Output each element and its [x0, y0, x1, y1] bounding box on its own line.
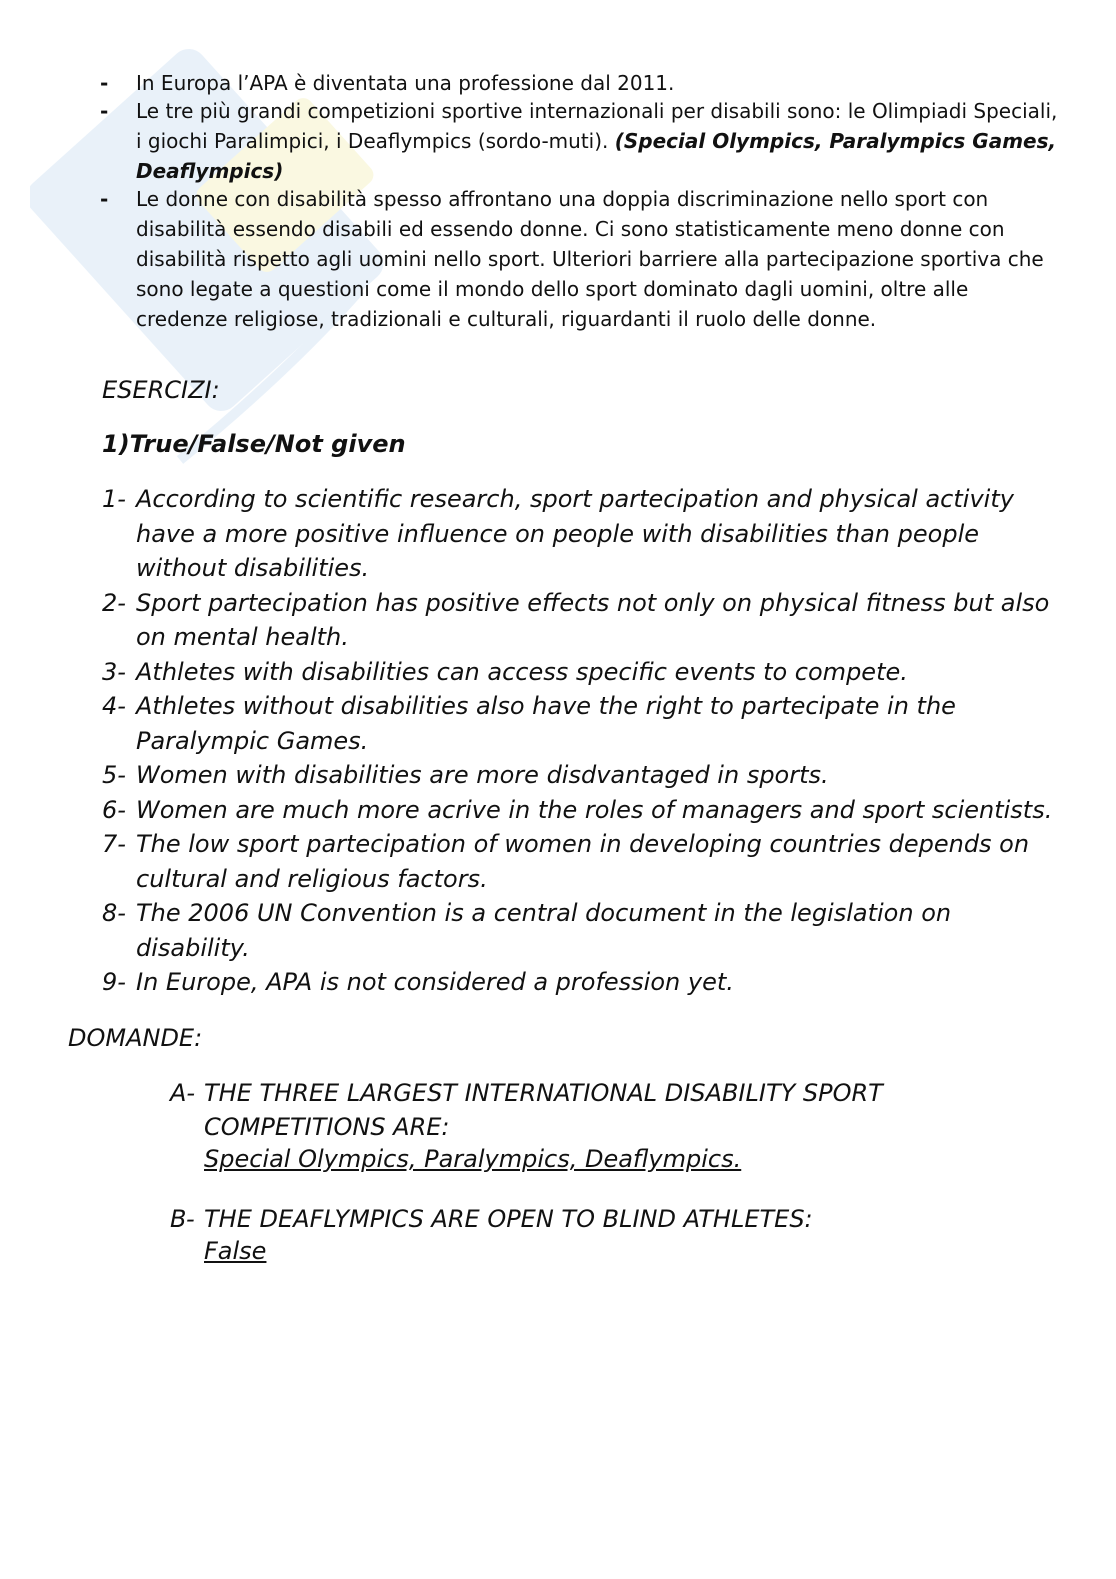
statement-text: Athletes with disabilities can access specific events to compete.	[136, 657, 908, 686]
bullet-item	[100, 96, 1060, 186]
statement-text: According to scientific research, sport partecipation and physical activity have a more positive influence on people with disabilities than people without disabilities.	[136, 485, 1014, 582]
question-item	[170, 1202, 1030, 1266]
esercizi-heading: ESERCIZI:	[102, 376, 220, 404]
bullet-item	[100, 184, 1060, 334]
question-label: B-	[170, 1205, 195, 1233]
question-item	[170, 1076, 1030, 1174]
statement-item	[102, 827, 1062, 896]
bullet-marker: -	[100, 187, 109, 211]
bullet-text: In Europa l’APA è diventata una professione dal 2011.	[136, 71, 675, 95]
question-answer: False	[204, 1237, 267, 1265]
statement-text: Women with disabilities are more disdvantaged in sports.	[136, 761, 829, 789]
bullet-list	[100, 68, 1060, 334]
statement-text: Athletes without disabilities also have the right to partecipate in the Paralympic Games.	[136, 692, 956, 755]
statement-number: 5-	[102, 761, 126, 789]
statement-number: 7-	[102, 830, 126, 858]
statement-item	[102, 965, 1062, 1000]
bullet-text: Le tre più grandi competizioni sportive internazionali per disabili sono: le Olimpiadi Speciali, i giochi Paralimpici, i Deaflympics (sordo-muti).	[136, 99, 1058, 153]
question-text: THE THREE LARGEST INTERNATIONAL DISABILITY SPORT COMPETITIONS ARE:	[204, 1079, 883, 1141]
statement-text: Sport partecipation has positive effects not only on physical fitness but also on mental health.	[136, 588, 1050, 651]
statement-list	[102, 482, 1062, 1000]
statement-number: 8-	[102, 899, 126, 927]
statement-text: The low sport partecipation of women in developing countries depends on cultural and religious factors.	[136, 830, 1030, 893]
statement-item	[102, 689, 1062, 758]
statement-number: 6-	[102, 795, 126, 824]
bullet-marker: -	[100, 71, 109, 95]
exercise-title: 1)True/False/Not given	[102, 430, 406, 458]
statement-item	[102, 586, 1062, 655]
question-text: THE DEAFLYMPICS ARE OPEN TO BLIND ATHLETES:	[204, 1205, 813, 1233]
statement-item	[102, 793, 1062, 828]
statement-text: The 2006 UN Convention is a central document in the legislation on disability.	[136, 899, 952, 962]
statement-item	[102, 655, 1062, 690]
statement-number: 4-	[102, 692, 126, 720]
statement-number: 9-	[102, 968, 126, 996]
bullet-text: Le donne con disabilità spesso affrontano una doppia discriminazione nello sport con disabilità essendo disabili ed essendo donne. Ci sono statisticamente meno donne con disabilità rispetto agli uomini nello sport. Ulteriori barriere alla partecipazione sportiva che sono legate a questioni come il mondo dello sport dominato dagli uomini, oltre alle credenze religiose, tradizionali e culturali, riguardanti il ruolo delle donne.	[136, 187, 1044, 331]
statement-number: 3-	[102, 657, 126, 686]
statement-number: 1-	[102, 485, 126, 513]
statement-text: In Europe, APA is not considered a profession yet.	[136, 968, 734, 996]
bullet-item	[100, 68, 1060, 98]
question-answer: Special Olympics, Paralympics, Deaflympics.	[204, 1145, 742, 1173]
statement-number: 2-	[102, 588, 126, 617]
bullet-emphasis: (Special Olympics, Paralympics Games, Deaflympics)	[136, 129, 1057, 183]
statement-item	[102, 482, 1062, 586]
statement-item	[102, 758, 1062, 793]
question-label: A-	[170, 1079, 196, 1107]
statement-text: Women are much more acrive in the roles of managers and sport scientists.	[136, 795, 1053, 824]
domande-heading: DOMANDE:	[68, 1024, 203, 1052]
bullet-marker: -	[100, 99, 109, 123]
statement-item	[102, 896, 1062, 965]
